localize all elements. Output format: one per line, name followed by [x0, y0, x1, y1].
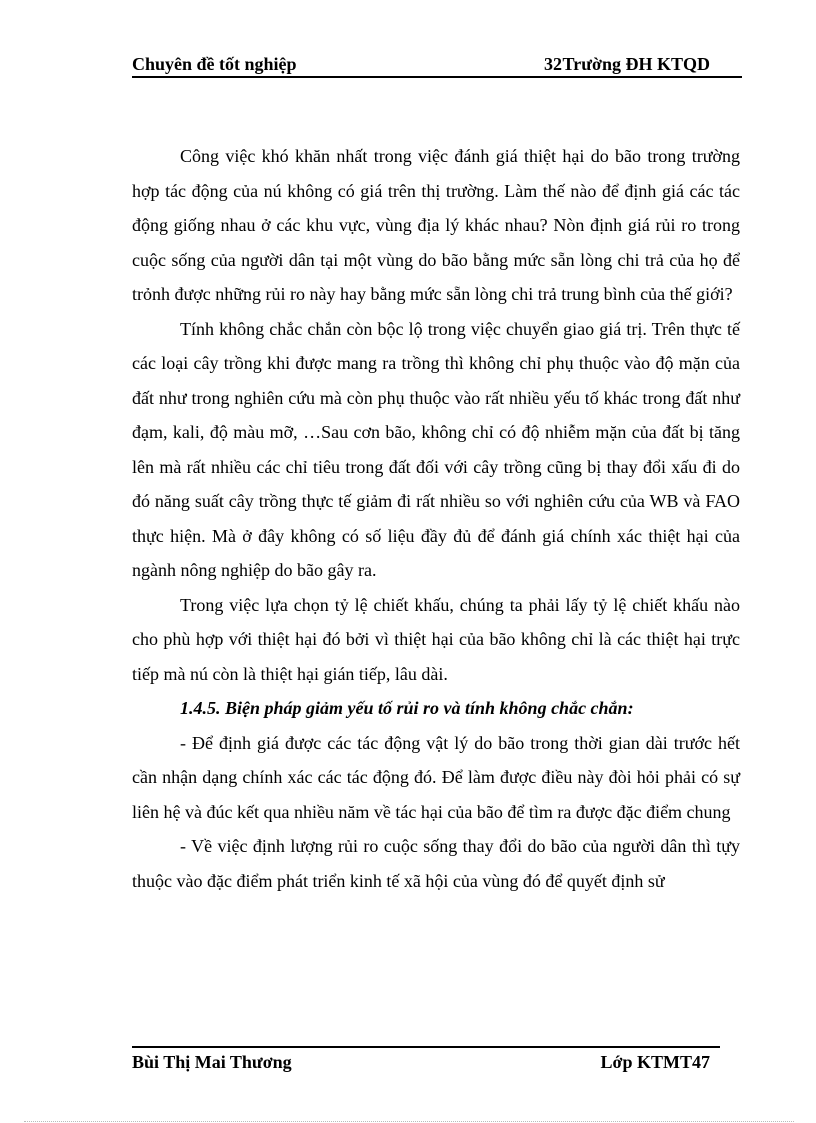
footer-author: Bùi Thị Mai Thương [132, 1052, 292, 1072]
paragraph: - Để định giá được các tác động vật lý do bão trong thời gian dài trước hết cần nhận dạng chính xác các tác động đó. Để làm được điều này đòi hỏi phải có sự liên hệ và đúc kết qua nhiều năm về tác hại của bão để tìm ra được đặc điểm chung [132, 732, 740, 822]
paragraph: - Về việc định lượng rủi ro cuộc sống thay đổi do bão của người dân thì tựy thuộc vào đặc điểm phát triển kinh tế xã hội của vùng đó để quyết định sử [132, 836, 740, 891]
header-document-type: Chuyên đề tốt nghiệp [132, 54, 297, 74]
header-divider [132, 76, 742, 78]
page-edge-divider [24, 1121, 794, 1122]
document-body [132, 139, 740, 898]
section-heading: 1.4.5. Biện pháp giảm yếu tố rủi ro và tính không chắc chắn: [180, 698, 634, 718]
page-header [132, 52, 742, 76]
paragraph: Tính không chắc chắn còn bộc lộ trong việc chuyển giao giá trị. Trên thực tế các loại cây trồng khi được mang ra trồng thì không chỉ phụ thuộc vào độ mặn của đất như trong nghiên cứu mà còn phụ thuộc vào rất nhiều yếu tố khác trong đất như đạm, kali, độ màu mỡ, …Sau cơn bão, không chỉ có độ nhiễm mặn của đất bị tăng lên mà rất nhiều các chỉ tiêu trong đất đối với cây trồng cũng bị thay đổi xấu đi do đó năng suất cây trồng thực tế giảm đi rất nhiều so với nghiên cứu của WB và FAO thực hiện. Mà ở đây không có số liệu đầy đủ để đánh giá chính xác thiệt hại của ngành nông nghiệp do bão gây ra. [132, 318, 740, 580]
page-footer [132, 1050, 720, 1074]
footer-class: Lớp KTMT47 [600, 1052, 710, 1072]
page-number: 32 [544, 54, 562, 74]
footer-divider [132, 1046, 720, 1048]
header-university: Trường ĐH KTQD [562, 54, 710, 74]
paragraph: Trong việc lựa chọn tỷ lệ chiết khấu, chúng ta phải lấy tỷ lệ chiết khấu nào cho phù hợp với thiệt hại đó bởi vì thiệt hại của bão không chỉ là các thiệt hại trực tiếp mà nú còn là thiệt hại gián tiếp, lâu dài. [132, 594, 740, 684]
paragraph: Công việc khó khăn nhất trong việc đánh giá thiệt hại do bão trong trường hợp tác động của nú không có giá trên thị trường. Làm thế nào để định giá các tác động giống nhau ở các khu vực, vùng địa lý khác nhau? Nòn định giá rủi ro trong cuộc sống của người dân tại một vùng do bão bằng mức sẵn lòng chi trả của họ để trỏnh được những rủi ro này hay bằng mức sẵn lòng chi trả trung bình của thế giới? [132, 146, 740, 304]
